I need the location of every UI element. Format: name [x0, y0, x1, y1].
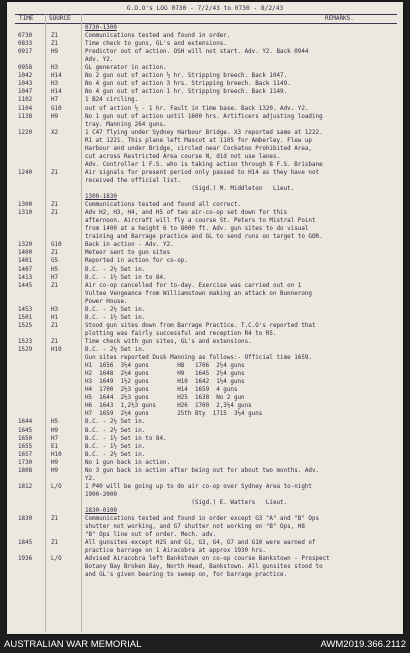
entry-time: 1047: [18, 89, 33, 96]
entry-source: Z1: [51, 169, 59, 176]
archive-footer: [0, 635, 410, 653]
watch-period-heading: 1300-1830: [85, 194, 117, 201]
time-column-divider: [45, 14, 46, 632]
document-title: G.O.O's LOG 0730 - 7/2/43 to 0730 - 8/2/43: [126, 5, 284, 12]
entry-remarks: Air co-op cancelled for to-day. Exercise was carried out on 1: [85, 282, 302, 289]
entry-source: H7: [51, 435, 59, 442]
entry-remarks: practice barrage on 1 Airacobra at approx 1930 hrs.: [85, 548, 266, 555]
entry-remarks: No 4 gun out of action 1 hr. Stripping breech. Back 1149.: [85, 89, 288, 96]
entry-source: H9: [51, 459, 59, 466]
entry-time: 1104: [18, 105, 33, 112]
entry-source: E1: [51, 443, 59, 450]
entry-time: 1830: [18, 516, 33, 523]
entry-time: 1645: [18, 427, 33, 434]
entry-time: 1644: [18, 419, 33, 426]
entry-time: 1401: [18, 258, 33, 265]
entry-remarks: No 1 gun out of action until 1600 hrs. Artificers adjusting loading: [85, 113, 323, 120]
entry-time: 1042: [18, 73, 33, 80]
entry-time: 1220: [18, 129, 33, 136]
entry-remarks: 1 B24 circling.: [85, 97, 139, 104]
entry-time: 1300: [18, 202, 33, 209]
entry-remarks: training and Barrage practice and GL to send runs on target to GOR.: [85, 234, 323, 241]
entry-remarks: and GL's given bearing to sweep on, for barrage practice.: [85, 572, 288, 579]
entry-time: 0833: [18, 41, 33, 48]
entry-remarks: from 1400 at a height 6 to 8000 ft. Adv. gun sites to do visual: [85, 226, 309, 233]
entry-remarks: H4 1700 2½3 guns H14 1659 4 guns: [85, 387, 238, 394]
source-column-divider: [81, 14, 82, 632]
entry-remarks: B.C. - 1½ Set in.: [85, 314, 146, 321]
entry-source: H9: [51, 427, 59, 434]
entry-remarks: B.C. - 2½ Set in.: [85, 427, 146, 434]
entry-source: H14: [51, 73, 62, 80]
entry-remarks: H5 1644 2½3 guns H25 1638 No 2 gun: [85, 395, 245, 402]
entry-source: G5: [51, 258, 59, 265]
entry-remarks: Communications tested and found in order.: [85, 33, 231, 40]
entry-time: 1320: [18, 242, 33, 249]
entry-time: 1730: [18, 459, 33, 466]
entry-remarks: No 4 gun out of action 3 hrs. Stripping breech. Back 1149.: [85, 81, 291, 88]
entry-time: 1043: [18, 81, 33, 88]
entry-remarks: received the official list.: [85, 177, 181, 184]
entry-source: H1: [51, 314, 59, 321]
entry-remarks: "B" Ops line out of order. Mech. adv.: [85, 532, 217, 539]
entry-remarks: Harbour and under Bridge, circled near Cockatoo Prohibited Area,: [85, 145, 312, 152]
entry-remarks: 1 C47 flying under Sydney Harbour Bridge. X3 reported same at 1222.: [85, 129, 323, 136]
entry-remarks: (Sigd.) E. Watters Lieut.: [85, 499, 288, 506]
entry-time: 1310: [18, 210, 33, 217]
entry-source: H14: [51, 89, 62, 96]
entry-remarks: Adv. Y2.: [85, 57, 114, 64]
entry-source: H5: [51, 266, 59, 273]
entry-source: H3: [51, 81, 59, 88]
entry-remarks: Meteor sent to gun sites: [85, 250, 171, 257]
entry-source: H3: [51, 65, 59, 72]
entry-source: Z1: [51, 250, 59, 257]
entry-time: 1525: [18, 322, 33, 329]
entry-remarks: No 2 gun out of action ½ hr. Stripping breech. Back 1047.: [85, 73, 288, 80]
entry-source: X2: [51, 129, 59, 136]
archive-reference: AWM2019.366.2112: [320, 639, 406, 650]
entry-remarks: R1 at 1221. This plane left Mascot at 1105 for Amberley. Flew up: [85, 137, 312, 144]
entry-remarks: Advised Airacobra left Bankstown on co-op course Bankstown - Prospect: [85, 556, 330, 563]
entry-remarks: Botany Bay Broken Bay, North Head, Bankstown. All gunsites stood to: [85, 564, 323, 571]
entry-remarks: plotting was fairly successful and reception R4 to R5.: [85, 330, 277, 337]
entry-remarks: Back in action - Adv. Y2.: [85, 242, 174, 249]
entry-remarks: H7 1659 2½4 guns 25th Bty 1715 3½4 guns: [85, 411, 263, 418]
entry-remarks: shutter not working, and G7 shutter not working on "B" Ops, H8: [85, 524, 305, 531]
entry-source: Z1: [51, 338, 59, 345]
entry-time: 1936: [18, 556, 33, 563]
entry-remarks: B.C. - 1½ Set in to 84.: [85, 274, 167, 281]
entry-time: 1240: [18, 169, 33, 176]
entry-remarks: H3 1649 1½2 guns H10 1642 1½4 guns: [85, 379, 245, 386]
entry-remarks: Gun sites reported Dusk Manning as follows:- Official time 1659.: [85, 355, 312, 362]
entry-time: 1453: [18, 306, 33, 313]
entry-source: H7: [51, 97, 59, 104]
entry-source: H3: [51, 306, 59, 313]
source-column-header: SOURCE: [49, 15, 71, 22]
entry-source: Z1: [51, 210, 59, 217]
entry-remarks: B.C. - 1½ Set in to 84.: [85, 435, 167, 442]
entry-remarks: Y2.: [85, 475, 96, 482]
entry-remarks: Power House.: [85, 298, 128, 305]
entry-source: H5: [51, 419, 59, 426]
entry-remarks: H2 1648 2½4 guns H9 1645 2½4 guns: [85, 371, 245, 378]
entry-time: 1523: [18, 338, 33, 345]
log-sheet: [7, 2, 403, 634]
entry-time: 0730: [18, 33, 33, 40]
entry-source: H9: [51, 467, 59, 474]
entry-source: L/O: [51, 483, 62, 490]
entry-source: G10: [51, 105, 62, 112]
entry-time: 1102: [18, 97, 33, 104]
entry-source: Z1: [51, 516, 59, 523]
entry-time: 1812: [18, 483, 33, 490]
entry-remarks: Communications tested and found in order except G3 "A" and "B" Ops: [85, 516, 320, 523]
entry-remarks: Adv. Controller 1 F.S. who is taking action through 8 F.S. Brisbane: [85, 161, 323, 168]
entry-remarks: B.C. - 2½ Set in.: [85, 451, 146, 458]
entry-remarks: B.C. - 1½ Set in.: [85, 443, 146, 450]
entry-time: 1845: [18, 540, 33, 547]
entry-remarks: No 1 gun back in action.: [85, 459, 171, 466]
entry-time: 1445: [18, 282, 33, 289]
entry-time: 1407: [18, 266, 33, 273]
entry-source: H10: [51, 347, 62, 353]
entry-remarks: Time check to guns, GL's and extensions.: [85, 41, 227, 48]
entry-source: H9: [51, 113, 59, 120]
archive-name: AUSTRALIAN WAR MEMORIAL: [4, 639, 142, 650]
entry-time: 1413: [18, 274, 33, 281]
entry-time: 1400: [18, 250, 33, 257]
entry-remarks: cut across Restricted Area course N, did not use lanes.: [85, 153, 281, 160]
entry-time: 1650: [18, 435, 33, 442]
entry-remarks: 1900-2000: [85, 491, 117, 498]
entry-source: Z1: [51, 41, 59, 48]
entry-remarks: No 3 gun back in action after being out for about two months. Adv.: [85, 467, 320, 474]
entry-remarks: tray. Manning 264 guns.: [85, 121, 167, 128]
entry-remarks: Air signals for present period only passed to H14 as they have not: [85, 169, 320, 176]
entry-remarks: Adv H2, H3, H4, and H5 of two air-co-op set down for this: [85, 210, 288, 217]
entry-source: H7: [51, 274, 59, 281]
entry-remarks: GL generator in action.: [85, 65, 167, 72]
entry-remarks: Predictor out of action. OSH will not start. Adv. Y2. Back 0944: [85, 49, 309, 56]
entry-source: Z1: [51, 282, 59, 289]
entry-remarks: Time check with gun sites, GL's and extensions.: [85, 338, 252, 345]
entry-remarks: Reported in action for co-op.: [85, 258, 188, 265]
entry-source: Z1: [51, 202, 59, 209]
watch-period-heading: 1830-0100: [85, 508, 117, 514]
entry-remarks: Vultee Vengeance from Williamstown making an attack on Bunnerong: [85, 290, 312, 297]
entry-time: 1501: [18, 314, 33, 321]
header-top-rule: [15, 14, 397, 15]
entry-time: 1655: [18, 443, 33, 450]
entry-source: L/O: [51, 556, 62, 563]
entry-remarks: Communications tested and found all correct.: [85, 202, 242, 209]
entry-time: 0917: [18, 49, 33, 56]
entry-remarks: (Sigd.) M. Middleton Lieut.: [85, 186, 295, 192]
entry-remarks: afternoon. Aircraft will fly a course St. Peters to Mistral Point: [85, 218, 316, 225]
entry-source: H9: [51, 49, 59, 56]
entry-source: H10: [51, 451, 62, 458]
entry-remarks: Stood gun sites down from Barrage Practice. T.C.O's reported that: [85, 322, 316, 329]
entry-source: G10: [51, 242, 62, 249]
entry-remarks: H1 1656 3½4 guns H8 1706 2½4 guns: [85, 363, 245, 370]
header-bottom-rule: [15, 23, 397, 24]
watch-period-heading: 0730-1300: [85, 25, 117, 31]
entry-time: 1808: [18, 467, 33, 474]
entry-source: Z1: [51, 33, 59, 40]
entry-remarks: H6 1643 1,2½3 guns H26 1700 2,3½4 guns: [85, 403, 252, 410]
entry-time: 0958: [18, 65, 33, 72]
entry-remarks: B.C. - 2½ Set in.: [85, 306, 146, 313]
entry-remarks: All gunsites except H25 and G1, G3, G4, G7 and G10 were warned of: [85, 540, 316, 547]
entry-remarks: out of action ½ - 1 hr. Fault in time base. Back 1320. Adv. Y2.: [85, 105, 309, 112]
entry-remarks: B.C. - 2½ Set in.: [85, 347, 146, 353]
entry-remarks: 1 P40 will be going up to do air co-op over Sydney Area to-night: [85, 483, 312, 490]
time-column-header: TIME: [19, 15, 34, 22]
entry-remarks: B.C. - 2½ Set in.: [85, 419, 146, 426]
entry-source: Z1: [51, 540, 59, 547]
entry-source: Z1: [51, 322, 59, 329]
entry-time: 1529: [18, 347, 33, 353]
entry-remarks: B.C. - 2½ Set in.: [85, 266, 146, 273]
entry-time: 1138: [18, 113, 33, 120]
entry-time: 1657: [18, 451, 33, 458]
remarks-column-header: REMARKS.: [325, 15, 354, 22]
